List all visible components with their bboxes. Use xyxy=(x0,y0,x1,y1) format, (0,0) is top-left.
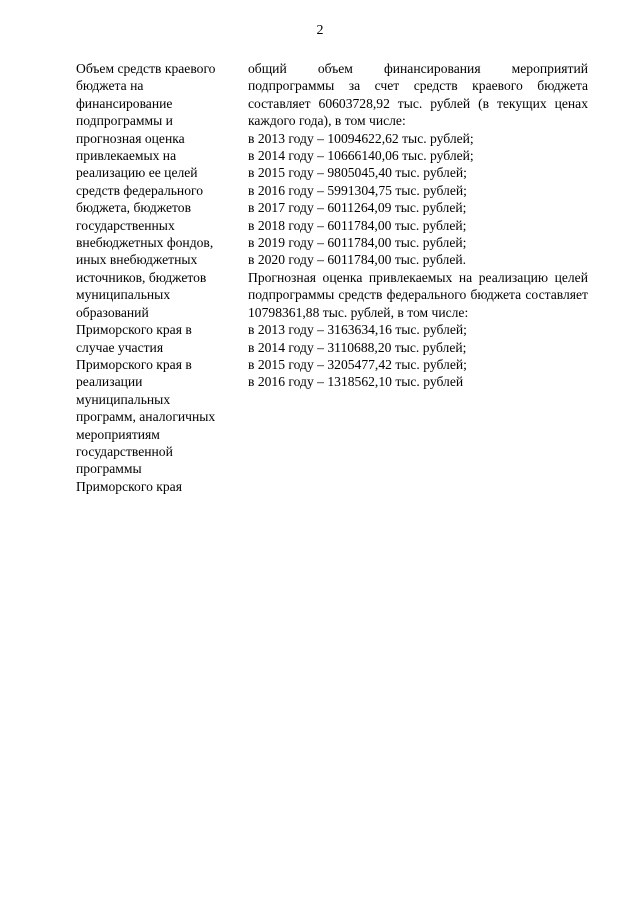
federal-budget-intro: Прогнозная оценка привлекаемых на реализацию целей подпрограммы средств федерального бюджета составляет 10798361,88 тыс. рублей, в том числе: xyxy=(248,269,588,320)
funding-label-line: бюджета на xyxy=(76,78,144,94)
funding-label-line: внебюджетных фондов, xyxy=(76,235,214,251)
federal-budget-year-item: в 2014 году – 3110688,20 тыс. рублей; xyxy=(248,339,467,355)
regional-budget-year-item: в 2017 году – 6011264,09 тыс. рублей; xyxy=(248,200,467,216)
regional-budget-intro: общий объем финансирования мероприятий подпрограммы за счет средств краевого бюджета составляет 60603728,92 тыс. рублей (в текущих ценах каждого года), в том числе: xyxy=(248,61,588,129)
regional-budget-year-item: в 2015 году – 9805045,40 тыс. рублей; xyxy=(248,165,467,181)
funding-label-column xyxy=(76,60,246,495)
funding-label-line: мероприятиям xyxy=(76,426,160,442)
funding-label-line: муниципальных xyxy=(76,391,171,407)
regional-budget-year-item: в 2019 году – 6011784,00 тыс. рублей; xyxy=(248,235,467,251)
regional-budget-year-item: в 2016 году – 5991304,75 тыс. рублей; xyxy=(248,182,467,198)
federal-budget-year-item: в 2015 году – 3205477,42 тыс. рублей; xyxy=(248,356,467,372)
funding-label-line: средств федерального xyxy=(76,182,204,198)
regional-budget-year-item: в 2014 году – 10666140,06 тыс. рублей; xyxy=(248,148,474,164)
funding-label-line: программ, аналогичных xyxy=(76,409,216,425)
funding-label-line: случае участия xyxy=(76,339,164,355)
funding-label-line: Приморского края в xyxy=(76,356,192,372)
funding-label-line: программы xyxy=(76,461,142,477)
funding-label-line: государственной xyxy=(76,443,173,459)
funding-label-line: Приморского края xyxy=(76,478,182,494)
funding-label-line: финансирование xyxy=(76,95,173,111)
funding-label-line: реализации xyxy=(76,374,143,390)
funding-label-line: Приморского края в xyxy=(76,322,192,338)
regional-budget-year-item: в 2013 году – 10094622,62 тыс. рублей; xyxy=(248,130,474,146)
funding-label-line: подпрограммы и xyxy=(76,113,173,129)
funding-label-line: источников, бюджетов xyxy=(76,269,207,285)
funding-label-line: иных внебюджетных xyxy=(76,252,198,268)
funding-label-line: Объем средств краевого xyxy=(76,61,216,76)
funding-label-line: муниципальных xyxy=(76,287,171,303)
funding-label-line: бюджета, бюджетов xyxy=(76,200,192,216)
funding-label-line: образований xyxy=(76,304,149,320)
funding-label-line: государственных xyxy=(76,217,175,233)
funding-label-line: прогнозная оценка xyxy=(76,130,185,146)
page-number: 2 xyxy=(316,23,324,38)
funding-label-line: реализацию ее целей xyxy=(76,165,198,181)
federal-budget-year-item: в 2016 году – 1318562,10 тыс. рублей xyxy=(248,374,464,390)
federal-budget-year-item: в 2013 году – 3163634,16 тыс. рублей; xyxy=(248,322,467,338)
funding-details-column xyxy=(248,60,588,391)
regional-budget-year-item: в 2018 году – 6011784,00 тыс. рублей; xyxy=(248,217,467,233)
regional-budget-year-item: в 2020 году – 6011784,00 тыс. рублей. xyxy=(248,252,467,268)
funding-label-line: привлекаемых на xyxy=(76,148,177,164)
